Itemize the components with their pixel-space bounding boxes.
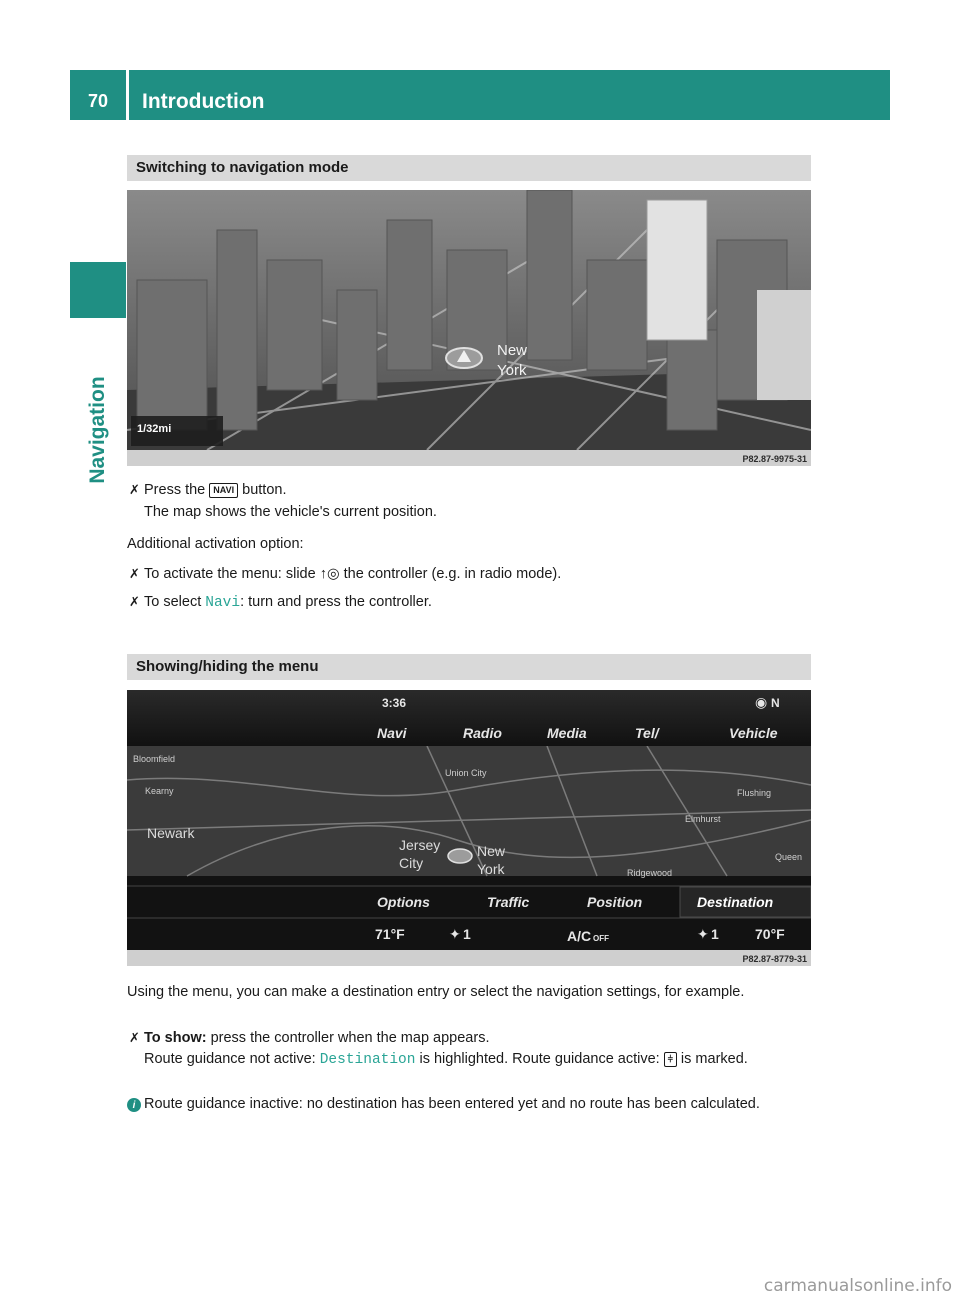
slide-up-controller-icon: ↑◎ [319, 566, 340, 582]
figure-code: P82.87-9975-31 [742, 454, 807, 464]
section-heading-show-hide-menu: Showing/hiding the menu [127, 654, 811, 680]
voice-guidance-icon: ⫩ [664, 1052, 677, 1067]
menu-item-traffic[interactable]: Traffic [487, 894, 530, 910]
menu-item-destination[interactable]: Destination [697, 894, 774, 910]
info-note: Route guidance inactive: no destination has been entered yet and no route has been calculated. [144, 1096, 760, 1112]
menu-tab-navi[interactable]: Navi [377, 725, 407, 741]
map-label-newark: Newark [147, 825, 195, 841]
figure-caption-strip [127, 950, 811, 966]
fan-icon: ✦ [697, 926, 709, 942]
figure-code: P82.87-8779-31 [742, 954, 807, 964]
map-label-bloomfield: Bloomfield [133, 754, 176, 764]
map-label-jersey-city: Jersey City [399, 837, 441, 871]
watermark: carmanualsonline.info [763, 1276, 952, 1296]
bullet-arrow: ✗ [129, 566, 140, 581]
page-title: Introduction [142, 90, 265, 113]
map-label-new-york: New York [477, 843, 506, 877]
climate-left-fan: 1 [463, 926, 471, 942]
step-press-navi: Press the NAVI button. [144, 482, 287, 498]
climate-ac: A/C [567, 928, 592, 944]
figure-caption-strip [127, 450, 811, 466]
bullet-arrow: ✗ [129, 1030, 140, 1045]
compass-heading: N [771, 696, 780, 710]
bullet-arrow: ✗ [129, 594, 140, 609]
map-label-kearny: Kearny [145, 786, 174, 796]
menu-intro-paragraph: Using the menu, you can make a destination entry or select the navigation settings, for example. [127, 984, 745, 1000]
city-map-illustration [127, 190, 811, 450]
step-to-show: To show: press the controller when the map appears. Route guidance not active: Destination is highlighted. Route guidance active: ⫩ is marked. [144, 1030, 748, 1068]
menu-tab-tel[interactable]: Tel/ [635, 725, 659, 741]
map-label-flushing: Flushing [737, 788, 772, 798]
climate-right-fan: 1 [711, 926, 719, 942]
climate-ac-sub: OFF [593, 934, 609, 943]
menu-tab-radio[interactable]: Radio [463, 725, 502, 741]
compass-icon: ◉ [755, 694, 768, 710]
menu-item-options[interactable]: Options [377, 894, 430, 910]
navi-key-icon: NAVI [209, 483, 238, 498]
section-heading-navigation-mode: Switching to navigation mode [127, 155, 811, 181]
climate-left-temp: 71°F [375, 926, 405, 942]
map-label-ridgewood: Ridgewood [627, 868, 673, 878]
bullet-arrow: ✗ [129, 482, 140, 497]
page-number: 70 [87, 91, 109, 111]
menu-item-position[interactable]: Position [587, 894, 643, 910]
side-tab-label: Navigation [86, 376, 109, 484]
climate-right-temp: 70°F [755, 926, 785, 942]
screen-clock: 3:36 [382, 696, 407, 710]
map-label-york: York [497, 362, 527, 379]
navi-menu-code: Navi [205, 595, 241, 611]
header-divider [126, 70, 129, 120]
info-icon: i [127, 1098, 141, 1112]
figure-navigation-menu-screen [127, 690, 811, 966]
map-label-queens: Queen [775, 852, 803, 862]
map-scale-label: 1/32mi [137, 423, 172, 435]
side-tab-marker [70, 262, 126, 318]
menu-tab-media[interactable]: Media [547, 725, 587, 741]
step-press-navi-result: The map shows the vehicle's current position. [144, 504, 437, 520]
figure-3d-city-map [127, 190, 811, 466]
additional-option-label: Additional activation option: [127, 536, 304, 552]
destination-menu-code: Destination [319, 1052, 416, 1068]
menu-tab-vehicle[interactable]: Vehicle [729, 725, 778, 741]
map-label-elmhurst: Elmhurst [685, 814, 721, 824]
map-label-union-city: Union City [445, 768, 487, 778]
map-label-new: New [497, 342, 528, 359]
fan-icon: ✦ [449, 926, 461, 942]
step-select-navi: To select Navi: turn and press the controller. [144, 594, 432, 611]
step-activate-menu: To activate the menu: slide ↑◎ the controller (e.g. in radio mode). [144, 566, 562, 582]
